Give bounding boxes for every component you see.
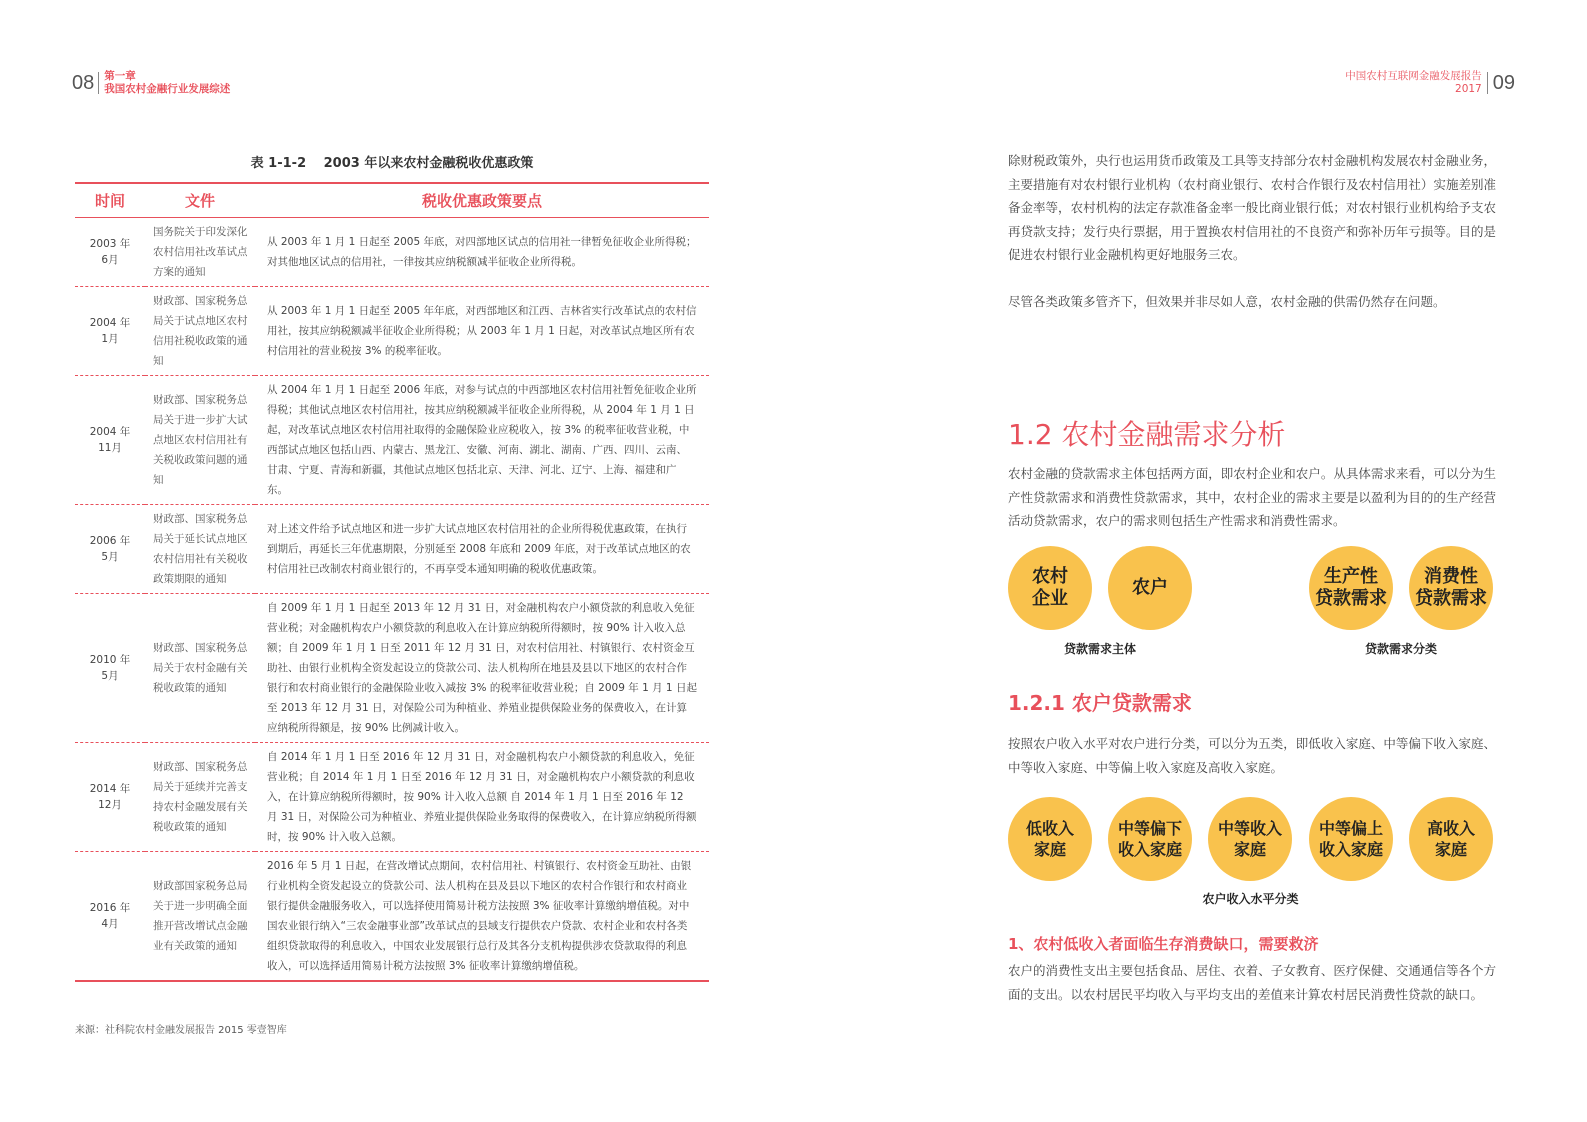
row-document: 财政部、国家税务总局关于延长试点地区农村信用社有关税收政策期限的通知 [145, 504, 255, 593]
report-line2: 2017 [1455, 83, 1482, 95]
circle-lower-middle-income: 中等偏下 收入家庭 [1108, 797, 1192, 881]
row-time: 2014 年 12月 [75, 742, 145, 851]
circle-rural-enterprise: 农村 企业 [1008, 546, 1092, 630]
table-source: 来源：社科院农村金融发展报告 2015 零壹智库 [75, 1025, 287, 1036]
row-time: 2016 年 4月 [75, 851, 145, 981]
row-policy: 从 2003 年 1 月 1 日起至 2005 年年底，对西部地区和江西、吉林省实行改革试点的农村信用社，按其应纳税额减半征收企业所得税；从 2003 年 1 月 1 日起，对改革试点地区所有农村信用社的营业税按 3% 的税率征收。 [255, 286, 709, 375]
point-title: 1、农村低收入者面临生存消费缺口，需要救济 [1008, 935, 1319, 953]
row-document: 国务院关于印发深化农村信用社改革试点方案的通知 [145, 217, 255, 286]
row-document: 财政部、国家税务总局关于试点地区农村信用社税收政策的通知 [145, 286, 255, 375]
row-document: 财政部、国家税务总局关于农村金融有关税收政策的通知 [145, 593, 255, 742]
policy-table [75, 182, 709, 982]
circle-low-income: 低收入 家庭 [1008, 797, 1092, 881]
row-policy: 从 2003 年 1 月 1 日起至 2005 年底，对四部地区试点的信用社一律暂免征收企业所得税；对其他地区试点的信用社，一律按其应纳税额减半征收企业所得税。 [255, 217, 709, 286]
chapter-line2: 我国农村金融行业发展综述 [104, 83, 231, 95]
header-time: 时间 [75, 183, 145, 217]
row-policy: 自 2014 年 1 月 1 日至 2016 年 12 月 31 日，对金融机构农户小额贷款的利息收入，免征营业税；自 2014 年 1 月 1 日至 2016 年 12 月 31 日，对金融机构农户小额贷款的利息收入，在计算应纳税所得额时，按 90% 计入收入总额 自 2014 年 1 月 1 日至 2016 年 12 月 31 日，对保险公司为种植业、养殖业提供保险业务取得的保费收入，在计算应纳税所得额时，按 90% 计入收入总额。 [255, 742, 709, 851]
table-row [75, 375, 709, 504]
header-left [72, 70, 230, 96]
circle-productive-loan: 生产性 贷款需求 [1309, 546, 1393, 630]
caption-loan-subject: 贷款需求主体 [1063, 642, 1136, 656]
circle-rural-household: 农户 [1108, 546, 1192, 630]
header-right [1345, 70, 1515, 96]
row-policy: 从 2004 年 1 月 1 日起至 2006 年底，对参与试点的中西部地区农村信用社暂免征收企业所得税；其他试点地区农村信用社，按其应纳税额减半征收企业所得税，从 2004 年 1 月 1 日起，对改革试点地区农村信用社取得的金融保险业应税收入，按 3% 的税率征收营业税，中西部试点地区包括山西、内蒙古、黑龙江、安徽、河南、湖北、湖南、广西、四川、云南、甘肃、宁夏、青海和新疆，其他试点地区包括北京、天津、河北、辽宁、上海、福建和广东。 [255, 375, 709, 504]
table-row [75, 742, 709, 851]
table-title: 表 1-1-2 2003 年以来农村金融税收优惠政策 [250, 156, 534, 171]
table-header-row [75, 183, 709, 217]
header-policy: 税收优惠政策要点 [255, 183, 709, 217]
point-paragraph: 农户的消费性支出主要包括食品、居住、衣着、子女教育、医疗保健、交通通信等各个方面的支出。以农村居民平均收入与平均支出的差值来计算农村居民消费性贷款的缺口。 [1008, 963, 1496, 1002]
table-row [75, 593, 709, 742]
row-time: 2003 年 6月 [75, 217, 145, 286]
row-time: 2004 年 1月 [75, 286, 145, 375]
table-row [75, 851, 709, 981]
circle-upper-middle-income: 中等偏上 收入家庭 [1309, 797, 1393, 881]
intro-paragraph: 除财税政策外，央行也运用货币政策及工具等支持部分农村金融机构发展农村金融业务，主要措施有对农村银行业机构（农村商业银行、农村合作银行及农村信用社）实施差别准备金率等，农村机构的法定存款准备金率一般比商业银行低；对农村银行业机构给予支农再贷款支持；发行央行票据，用于置换农村信用社的不良资产和弥补历年亏损等。目的是促进农村银行业金融机构更好地服务三农。 [1008, 153, 1496, 262]
row-policy: 2016 年 5 月 1 日起，在营改增试点期间，农村信用社、村镇银行、农村资金互助社、由银行业机构全资发起设立的贷款公司、法人机构在县及县以下地区的农村合作银行和农村商业银行提供金融服务收入，可以选择使用简易计税方法按照 3% 征收率计算缴纳增值税。对中国农业银行纳入“三农金融事业部”改革试点的县域支行提供农户贷款、农村企业和农村各类组织贷款取得的利息收入，中国农业发展银行总行及其各分支机构提供涉农贷款取得的利息收入，可以选择适用简易计税方法按照 3% 征收率计算缴纳增值税。 [255, 851, 709, 981]
report-line1: 中国农村互联网金融发展报告 [1345, 70, 1482, 82]
caption-income-levels: 农户收入水平分类 [1202, 892, 1299, 906]
intro-paragraph-2: 尽管各类政策多管齐下，但效果并非尽如人意，农村金融的供需仍然存在问题。 [1008, 294, 1446, 309]
page-number-right: 09 [1487, 72, 1515, 94]
section-paragraph: 农村金融的贷款需求主体包括两方面，即农村企业和农户。从具体需求来看，可以分为生产性贷款需求和消费性贷款需求，其中，农村企业的需求主要是以盈利为目的的生产经营活动贷款需求，农户的需求则包括生产性需求和消费性需求。 [1008, 466, 1496, 528]
subsection-paragraph: 按照农户收入水平对农户进行分类，可以分为五类，即低收入家庭、中等偏下收入家庭、中等收入家庭、中等偏上收入家庭及高收入家庭。 [1008, 736, 1496, 775]
page-number-left: 08 [72, 72, 99, 94]
row-document: 财政部国家税务总局关于进一步明确全面推开营改增试点金融业有关政策的通知 [145, 851, 255, 981]
report-label [1345, 70, 1482, 96]
row-time: 2004 年 11月 [75, 375, 145, 504]
table-row [75, 286, 709, 375]
subsection-title: 1.2.1 农户贷款需求 [1008, 691, 1192, 715]
row-time: 2010 年 5月 [75, 593, 145, 742]
chapter-line1: 第一章 [104, 70, 136, 82]
header-document: 文件 [145, 183, 255, 217]
circle-middle-income: 中等收入 家庭 [1208, 797, 1292, 881]
row-policy: 自 2009 年 1 月 1 日起至 2013 年 12 月 31 日，对金融机构农户小额贷款的利息收入免征营业税；对金融机构农户小额贷款的利息收入在计算应纳税所得额时，按 90% 计入收入总额；自 2009 年 1 月 1 日至 2011 年 12 月 31 日，对农村信用社、村镇银行、农村资金互助社、由银行业机构全资发起设立的贷款公司、法人机构所在地县及县以下地区的农村合作银行和农村商业银行的金融保险业收入减按 3% 的税率征收营业税；自 2009 年 1 月 1 日起至 2013 年 12 月 31 日，对保险公司为种植业、养殖业提供保险业务的保费收入，在计算应纳税所得额是，按 90% 比例减计收入。 [255, 593, 709, 742]
section-title: 1.2 农村金融需求分析 [1008, 418, 1286, 451]
row-document: 财政部、国家税务总局关于延续并完善支持农村金融发展有关税收政策的通知 [145, 742, 255, 851]
caption-loan-category: 贷款需求分类 [1364, 642, 1437, 656]
row-policy: 对上述文件给予试点地区和进一步扩大试点地区农村信用社的企业所得税优惠政策，在执行到期后，再延长三年优惠期限，分别延至 2008 年底和 2009 年底，对于改革试点地区的农村信用社已改制农村商业银行的，不再享受本通知明确的税收优惠政策。 [255, 504, 709, 593]
row-document: 财政部、国家税务总局关于进一步扩大试点地区农村信用社有关税收政策问题的通知 [145, 375, 255, 504]
circle-high-income: 高收入 家庭 [1409, 797, 1493, 881]
circle-consumer-loan: 消费性 贷款需求 [1409, 546, 1493, 630]
table-row [75, 217, 709, 286]
table-row [75, 504, 709, 593]
chapter-label [104, 70, 230, 96]
row-time: 2006 年 5月 [75, 504, 145, 593]
